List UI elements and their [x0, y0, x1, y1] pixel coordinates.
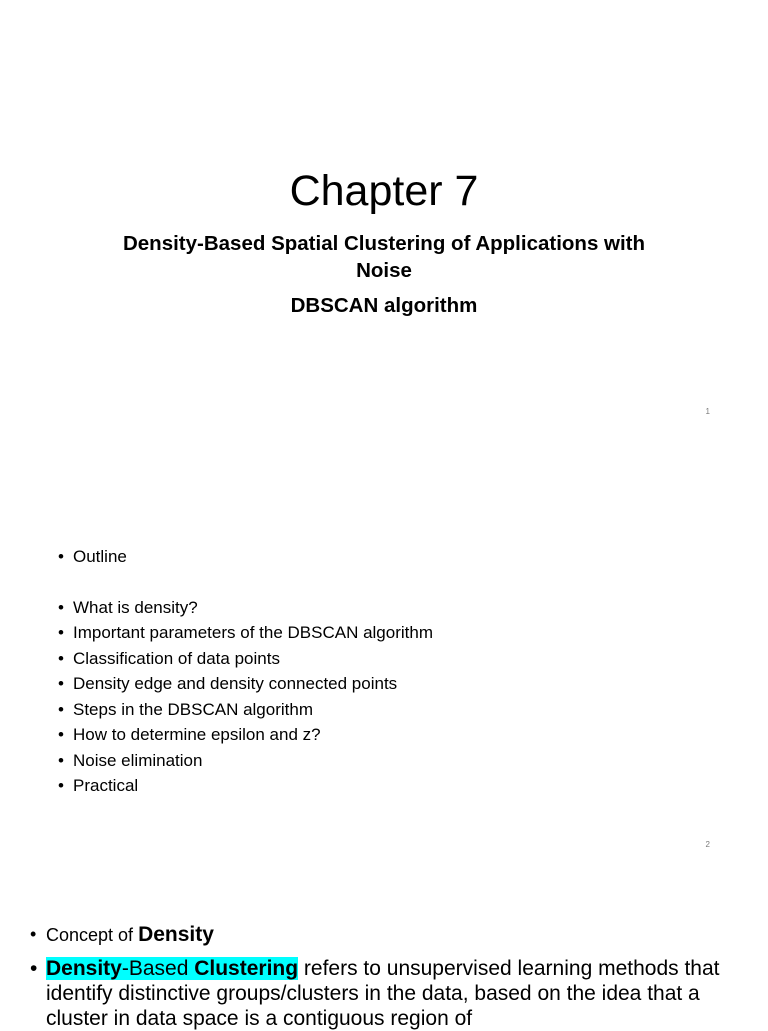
page-number: 2	[705, 840, 710, 849]
list-item: • Practical	[58, 773, 433, 799]
outline-list	[58, 544, 433, 799]
definition-text: refers to unsupervised learning methods that identify distinctive groups/clusters in the data, based on the idea that a cluster in data space is a contiguous region of	[46, 957, 720, 1030]
list-item: • Important parameters of the DBSCAN algorithm	[58, 620, 433, 646]
page-number: 1	[705, 407, 710, 416]
slide-subtitle: Density-Based Spatial Clustering of Applications with Noise	[122, 232, 646, 282]
list-item: • Density edge and density connected points	[58, 671, 433, 697]
algorithm-name: DBSCAN algorithm	[290, 294, 478, 317]
concept-prefix: Concept of	[46, 925, 139, 945]
term-clustering: Clustering	[194, 957, 299, 980]
outline-heading: • Outline	[58, 544, 433, 570]
term-density: Density	[46, 957, 122, 980]
highlighted-term	[46, 957, 298, 980]
slide-1	[0, 0, 768, 432]
slide-3	[0, 864, 768, 1030]
list-item: • What is density?	[58, 595, 433, 621]
list-item: • How to determine epsilon and z?	[58, 722, 433, 748]
slide-2	[0, 432, 768, 864]
term-based: -Based	[121, 957, 195, 980]
list-item: • Steps in the DBSCAN algorithm	[58, 697, 433, 723]
concept-heading	[30, 922, 740, 948]
list-item: • Classification of data points	[58, 646, 433, 672]
definition-paragraph	[30, 956, 740, 1031]
chapter-title: Chapter 7	[289, 167, 479, 215]
concept-list	[30, 922, 740, 1031]
concept-word: Density	[138, 923, 214, 946]
list-item: • Noise elimination	[58, 748, 433, 774]
